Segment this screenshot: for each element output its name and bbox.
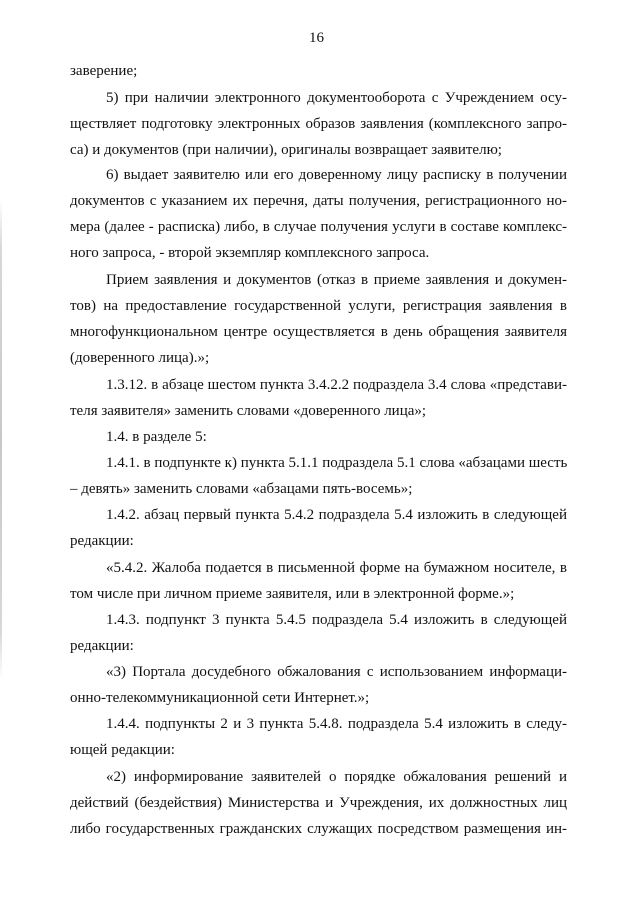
text-line: 1.4.1. в подпункте к) пункта 5.1.1 подраздела 5.1 слова «абзацами шесть <box>106 455 568 471</box>
text-line: теля заявителя» заменить словами «доверенного лица»; <box>70 403 427 419</box>
text-line: том числе при личном приеме заявителя, или в электронной форме.»; <box>70 586 515 602</box>
text-line: «3) Портала досудебного обжалования с использованием информаци- <box>106 664 567 680</box>
text-line: документов с указанием их перечня, даты получения, регистрационного но- <box>70 193 567 209</box>
text-line: действий (бездействия) Министерства и Учреждения, их должностных лиц <box>70 795 567 811</box>
text-line: 1.4.3. подпункт 3 пункта 5.4.5 подраздела 5.4 изложить в следующей <box>106 612 567 628</box>
text-line: – девять» заменить словами «абзацами пять-восемь»; <box>70 481 413 497</box>
text-line: мера (далее - расписка) либо, в случае получения услуги в составе комплекс- <box>70 219 567 235</box>
text-line: редакции: <box>70 533 134 549</box>
text-line: онно-телекоммуникационной сети Интернет.»; <box>70 690 370 706</box>
text-line: 1.4.2. абзац первый пункта 5.4.2 подраздела 5.4 изложить в следующей <box>106 507 567 523</box>
page-number: 16 <box>309 30 324 46</box>
scan-edge-shadow <box>0 200 2 680</box>
text-line: ющей редакции: <box>70 742 175 758</box>
text-line: многофункциональном центре осуществляется в день обращения заявителя <box>70 324 567 340</box>
text-line: редакции: <box>70 638 134 654</box>
text-line: «2) информирование заявителей о порядке обжалования решений и <box>106 769 567 785</box>
text-line: заверение; <box>70 63 138 79</box>
text-line: либо государственных гражданских служащих посредством размещения ин- <box>70 821 567 837</box>
text-line: ного запроса, - второй экземпляр комплексного запроса. <box>70 245 430 261</box>
text-line: 1.4.4. подпункты 2 и 3 пункта 5.4.8. подраздела 5.4 изложить в следу- <box>106 716 567 732</box>
text-line: са) и документов (при наличии), оригиналы возвращает заявителю; <box>70 142 502 158</box>
text-line: «5.4.2. Жалоба подается в письменной форме на бумажном носителе, в <box>106 560 567 576</box>
text-line: 6) выдает заявителю или его доверенному лицу расписку в получении <box>106 167 567 183</box>
text-line: (доверенного лица).»; <box>70 350 210 366</box>
text-line: 1.3.12. в абзаце шестом пункта 3.4.2.2 подраздела 3.4 слова «представи- <box>106 377 567 393</box>
text-line: Прием заявления и документов (отказ в приеме заявления и докумен- <box>106 272 567 288</box>
text-line: ществляет подготовку электронных образов заявления (комплексного запро- <box>70 116 567 132</box>
text-line: тов) на предоставление государственной услуги, регистрация заявления в <box>70 298 567 314</box>
text-line: 5) при наличии электронного документооборота с Учреждением осу- <box>106 90 567 106</box>
text-line: 1.4. в разделе 5: <box>106 429 207 445</box>
